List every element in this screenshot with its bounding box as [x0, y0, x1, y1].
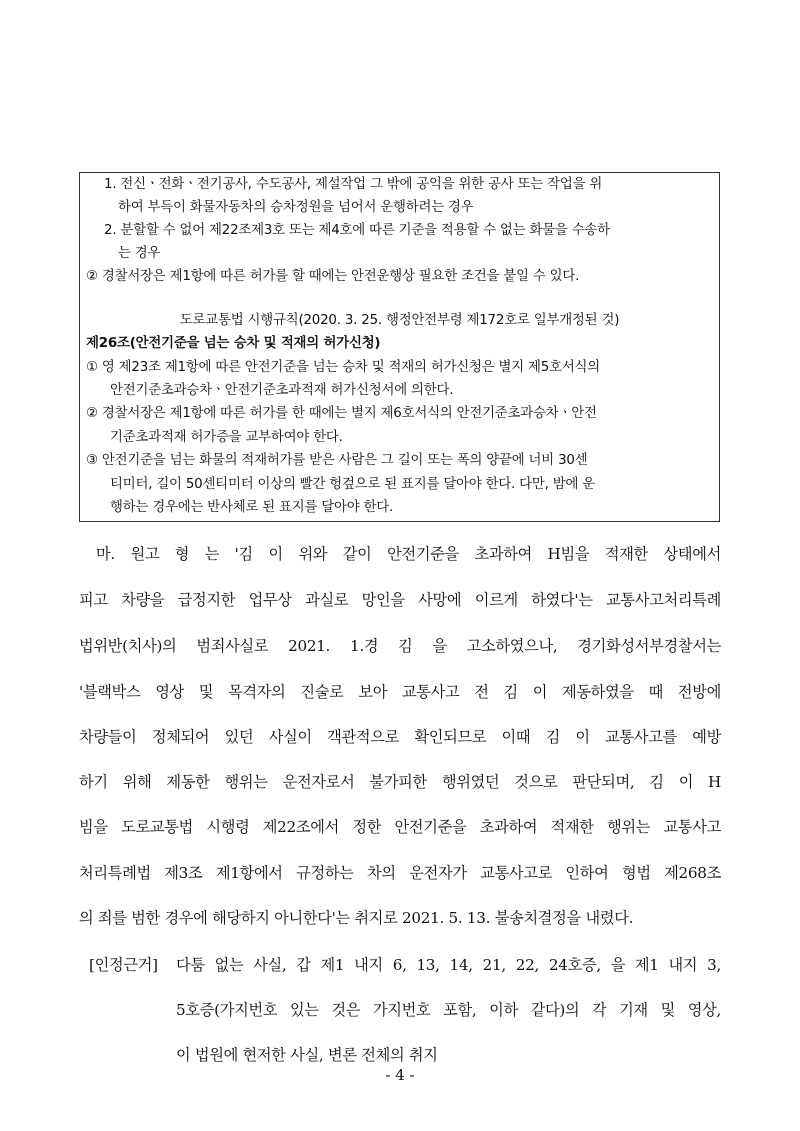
box-line: ③ 안전기준을 넘는 화물의 적재허가를 받은 사람은 그 길이 또는 폭의 양끝에 너비 30센 — [86, 453, 588, 468]
evidence-line: 이 법원에 현저한 사실, 변론 전체의 취지 — [176, 1046, 438, 1064]
body-line: 빔을 도로교통법 시행령 제22조에서 정한 안전기준을 초과하여 적재한 행위는 교통사고 — [79, 818, 721, 836]
evidence-line: 5호증(가지번호 있는 것은 가지번호 포함, 이하 같다)의 각 기재 및 영상, — [176, 1001, 721, 1019]
statute-title: 도로교통법 시행규칙(2020. 3. 25. 행정안전부령 제172호로 일부개정된 것) — [179, 313, 620, 328]
box-line: 티미터, 길이 50센티미터 이상의 빨간 헝겊으로 된 표지를 달아야 한다. 다만, 밤에 운 — [110, 477, 596, 492]
body-line: 피고 차량을 급정지한 업무상 과실로 망인을 사망에 이르게 하였다'는 교통사고처리특례 — [79, 591, 721, 609]
body-line: 마. 원고 형 는 '김 이 위와 같이 안전기준을 초과하여 H빔을 적재한 상태에서 — [96, 545, 721, 563]
box-line: 행하는 경우에는 반사체로 된 표지를 달아야 한다. — [110, 500, 394, 515]
box-line: 하여 부득이 화물자동차의 승차정원을 넘어서 운행하려는 경우 — [118, 200, 474, 215]
box-line: 1. 전신ㆍ전화ㆍ전기공사, 수도공사, 제설작업 그 밖에 공익을 위한 공사 또는 작업을 위 — [104, 177, 603, 192]
statute-excerpt-box — [79, 172, 720, 522]
body-line: 차량들이 정체되어 있던 사실이 객관적으로 확인되므로 이때 김 이 교통사고를 예방 — [79, 728, 721, 746]
box-line: ② 경찰서장은 제1항에 따른 허가를 한 때에는 별지 제6호서식의 안전기준초과승차ㆍ안전 — [86, 406, 597, 421]
box-line: 는 경우 — [118, 246, 161, 261]
body-line: 처리특례법 제3조 제1항에서 규정하는 차의 운전자가 교통사고로 인하여 형법 제268조 — [79, 864, 721, 882]
box-line: 2. 분할할 수 없어 제22조제3호 또는 제4호에 따른 기준을 적용할 수 없는 화물을 수송하 — [104, 223, 610, 238]
box-line: 안전기준초과승차ㆍ안전기준초과적재 허가신청서에 의한다. — [110, 383, 454, 398]
box-line: ① 영 제23조 제1항에 따른 안전기준을 넘는 승차 및 적재의 허가신청은 별지 제5호서식의 — [86, 360, 601, 375]
body-line: 하기 위해 제동한 행위는 운전자로서 불가피한 행위였던 것으로 판단되며, 김 이 H — [79, 773, 721, 791]
body-line: 법위반(치사)의 범죄사실로 2021. 1.경 김 을 고소하였으나, 경기화성서부경찰서는 — [79, 637, 721, 655]
evidence-line: 다툼 없는 사실, 갑 제1 내지 6, 13, 14, 21, 22, 24호증, 을 제1 내지 3, — [176, 956, 721, 974]
evidence-label: [인정근거] — [89, 956, 158, 974]
box-line: 기준초과적재 허가증을 교부하여야 한다. — [110, 430, 343, 445]
page-number: - 4 - — [385, 1066, 415, 1084]
body-line: '블랙박스 영상 및 목격자의 진술로 보아 교통사고 전 김 이 제동하였을 때 전방에 — [79, 683, 721, 701]
article-heading: 제26조(안전기준을 넘는 승차 및 적재의 허가신청) — [86, 336, 381, 351]
body-line: 의 죄를 범한 경우에 해당하지 아니한다'는 취지로 2021. 5. 13. 불송치결정을 내렸다. — [79, 909, 634, 927]
box-line: ② 경찰서장은 제1항에 따른 허가를 할 때에는 안전운행상 필요한 조건을 붙일 수 있다. — [86, 269, 580, 284]
